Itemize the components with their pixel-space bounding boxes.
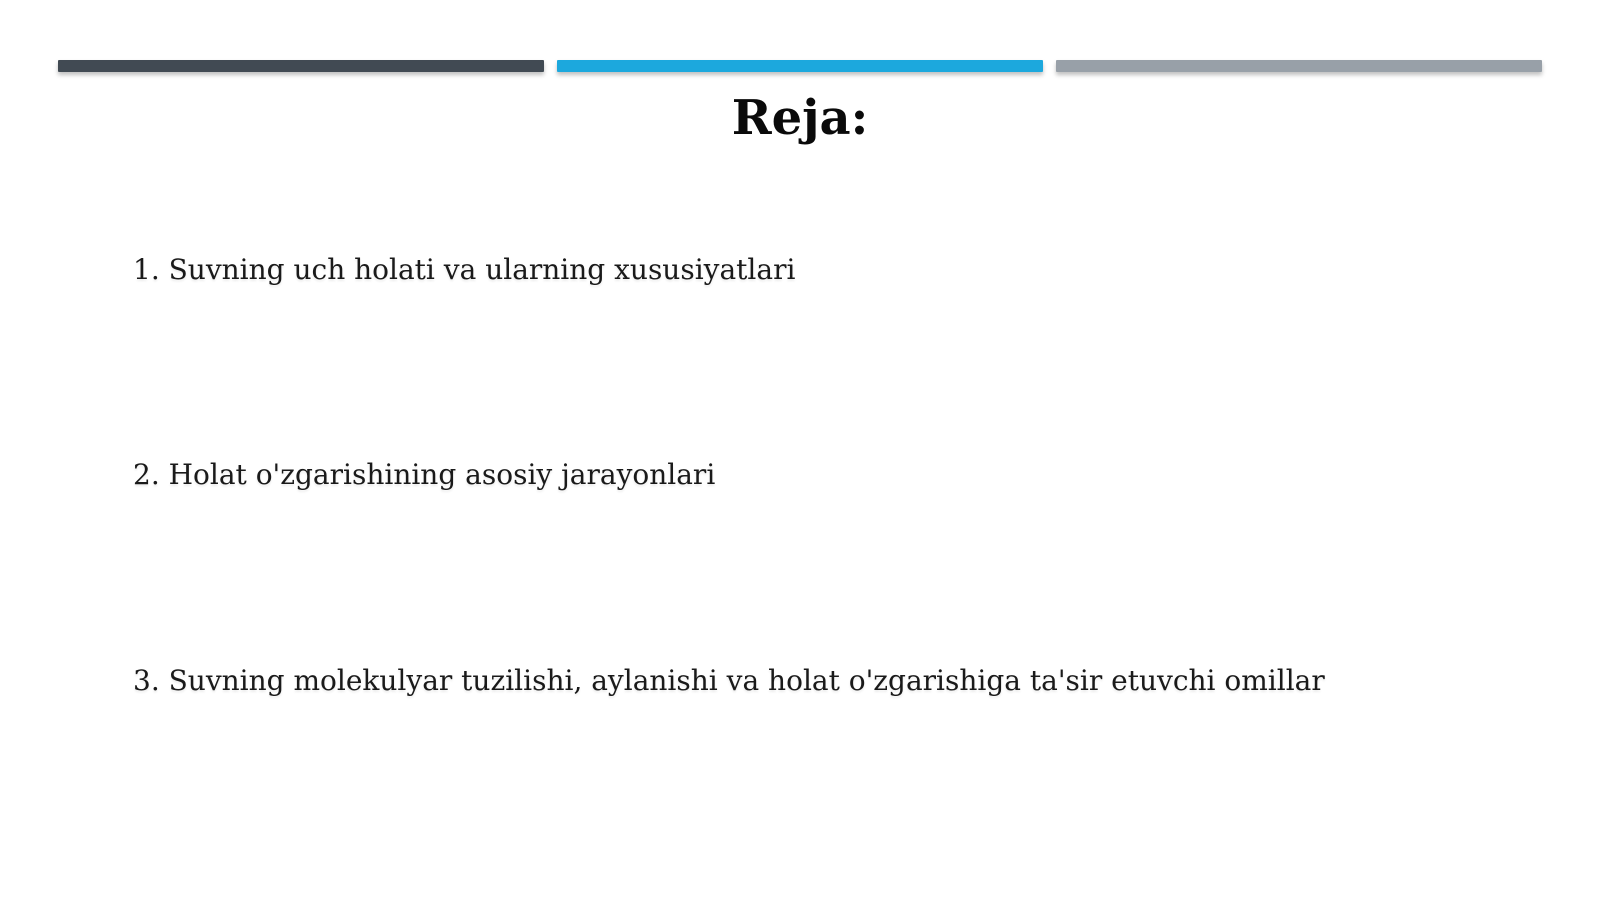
plan-item-3: 3. Suvning molekulyar tuzilishi, aylanishi va holat o'zgarishiga ta'sir etuvchi omillar bbox=[133, 664, 1325, 697]
accent-bar-dark bbox=[58, 60, 544, 72]
accent-bar-gray bbox=[1056, 60, 1542, 72]
accent-bar-blue bbox=[557, 60, 1043, 72]
plan-item-1: 1. Suvning uch holati va ularning xususiyatlari bbox=[133, 253, 796, 286]
slide-title: Reja: bbox=[731, 90, 869, 146]
plan-item-2: 2. Holat o'zgarishining asosiy jarayonlari bbox=[133, 458, 716, 491]
